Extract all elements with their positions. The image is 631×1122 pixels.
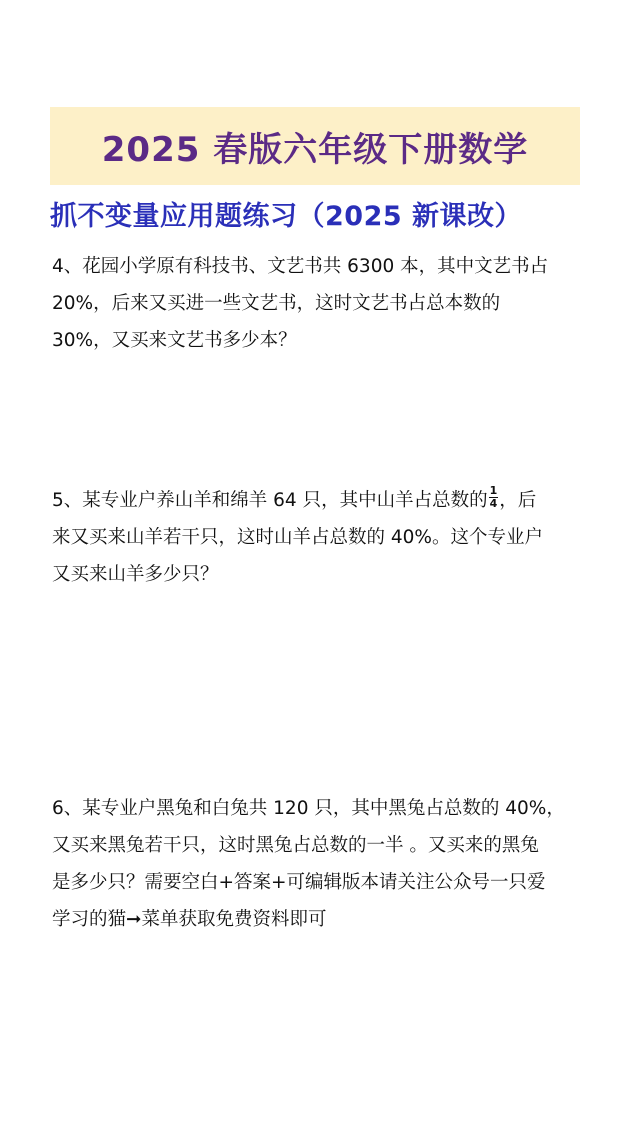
question-line <box>52 482 592 519</box>
question-line: 学习的猫➞菜单获取免费资料即可 <box>52 909 327 930</box>
question-4 <box>52 248 592 359</box>
fraction-numerator: 1 <box>489 483 498 497</box>
question-text: 5、某专业户养山羊和绵羊 64 只，其中山羊占总数的 <box>52 490 488 511</box>
question-line: 又买来山羊多少只？ <box>52 564 219 585</box>
page-subtitle: 抓不变量应用题练习（2025 新课改） <box>50 201 523 232</box>
question-line: 来又买来山羊若干只，这时山羊占总数的 40%。这个专业户 <box>52 527 544 548</box>
question-5 <box>52 482 592 593</box>
fraction-denominator: 4 <box>489 496 498 510</box>
title-banner <box>50 107 580 185</box>
question-line: 6、某专业户黑兔和白兔共 120 只，其中黑兔占总数的 40%， <box>52 798 565 819</box>
question-text: ，后 <box>499 490 537 511</box>
question-line: 20%，后来又买进一些文艺书，这时文艺书占总本数的 <box>52 293 501 314</box>
question-line: 又买来黑兔若干只，这时黑兔占总数的一半 。又买来的黑兔 <box>52 835 539 856</box>
question-line: 4、花园小学原有科技书、文艺书共 6300 本，其中文艺书占 <box>52 256 549 277</box>
page-title: 2025 春版六年级下册数学 <box>101 129 529 170</box>
question-6 <box>52 790 592 938</box>
fraction <box>489 485 499 510</box>
question-line: 是多少只？需要空白+答案+可编辑版本请关注公众号一只爱 <box>52 872 546 893</box>
question-line: 30%，又买来文艺书多少本？ <box>52 330 297 351</box>
